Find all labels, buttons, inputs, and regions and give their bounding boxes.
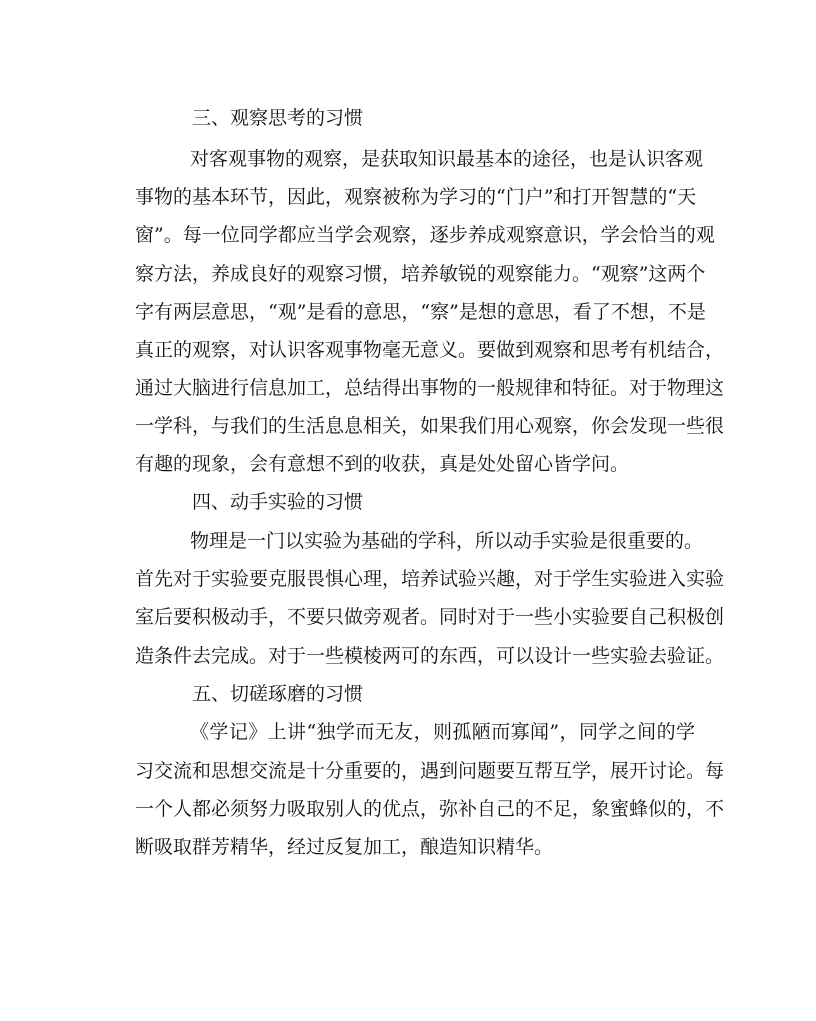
- paragraph-line: 察方法，养成良好的观察习惯，培养敏锐的观察能力。“观察”这两个: [135, 263, 706, 285]
- section-heading-experiment: 四、动手实验的习惯: [192, 491, 364, 513]
- paragraph-line: 一学科，与我们的生活息息相关，如果我们用心观察，你会发现一些很: [135, 415, 725, 437]
- section-heading-observation: 三、观察思考的习惯: [192, 107, 364, 129]
- paragraph-line: 窗”。每一位同学都应当学会观察，逐步养成观察意识，学会恰当的观: [135, 224, 715, 246]
- paragraph-line: 真正的观察，对认识客观事物毫无意义。要做到观察和思考有机结合，: [135, 339, 725, 361]
- paragraph-line: 对客观事物的观察，是获取知识最基本的途径，也是认识客观: [190, 148, 704, 170]
- paragraph-line: 一个人都必须努力吸取别人的优点，弥补自己的不足，象蜜蜂似的，不: [135, 798, 725, 820]
- paragraph-line: 字有两层意思，“观”是看的意思，“察”是想的意思，看了不想，不是: [135, 301, 706, 323]
- paragraph-line: 事物的基本环节，因此，观察被称为学习的“门户”和打开智慧的“天: [135, 186, 697, 208]
- paragraph-line: 断吸取群芳精华，经过反复加工，酿造知识精华。: [135, 836, 554, 858]
- section-heading-discussion: 五、切磋琢磨的习惯: [192, 683, 364, 705]
- paragraph-line: 造条件去完成。对于一些模棱两可的东西，可以设计一些实验去验证。: [135, 645, 725, 667]
- paragraph-line: 物理是一门以实验为基础的学科，所以动手实验是很重要的。: [190, 530, 704, 552]
- paragraph-line: 有趣的现象，会有意想不到的收获，真是处处留心皆学问。: [135, 453, 630, 475]
- paragraph-line: 《学记》上讲“独学而无友，则孤陋而寡闻”，同学之间的学: [190, 721, 695, 743]
- paragraph-line: 通过大脑进行信息加工，总结得出事物的一般规律和特征。对于物理这: [135, 377, 725, 399]
- paragraph-line: 习交流和思想交流是十分重要的，遇到问题要互帮互学，展开讨论。每: [135, 760, 725, 782]
- paragraph-line: 首先对于实验要克服畏惧心理，培养试验兴趣，对于学生实验进入实验: [135, 568, 725, 590]
- paragraph-line: 室后要积极动手，不要只做旁观者。同时对于一些小实验要自己积极创: [135, 606, 725, 628]
